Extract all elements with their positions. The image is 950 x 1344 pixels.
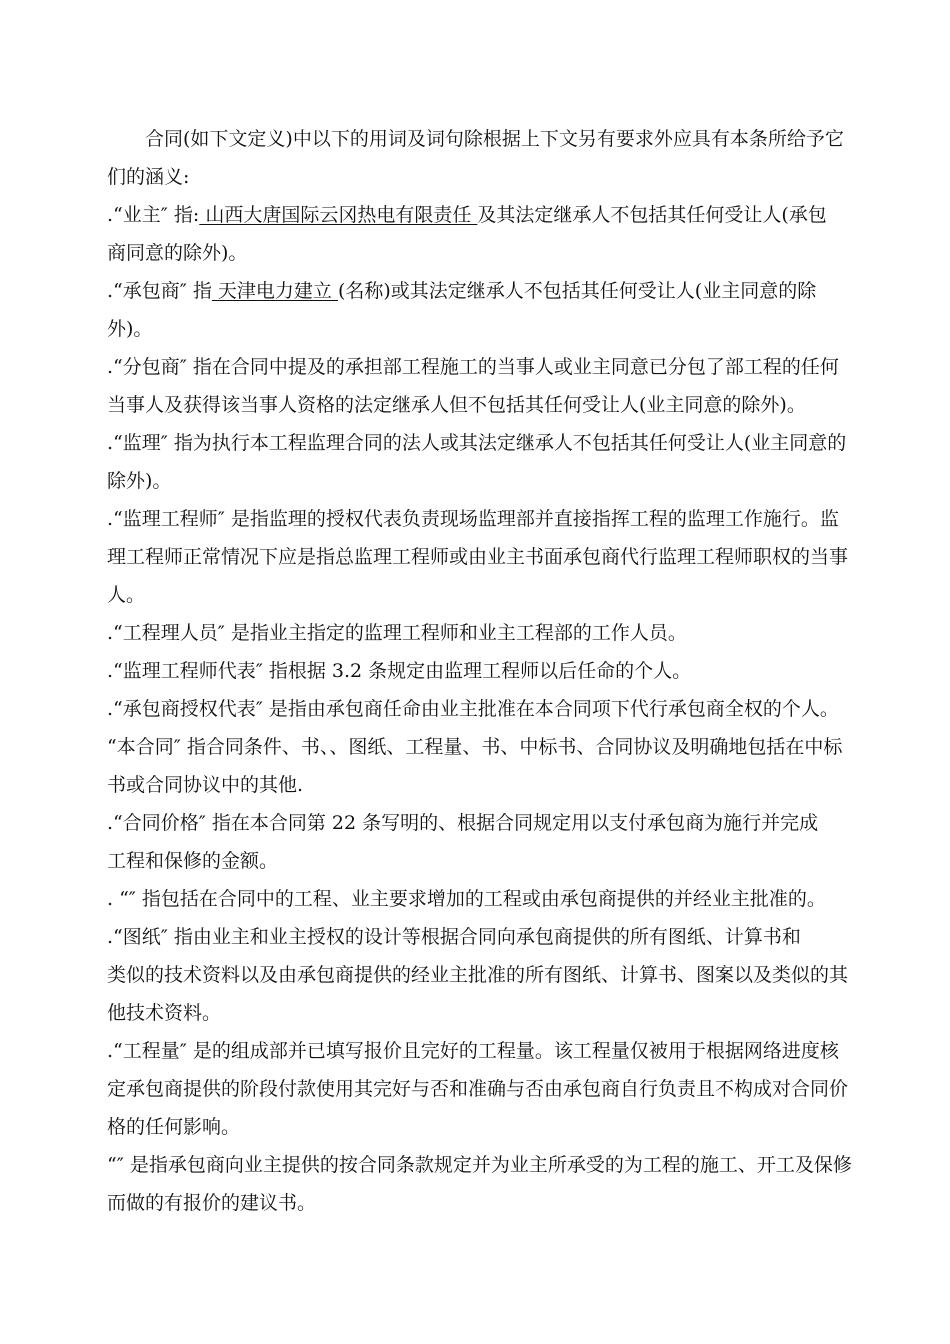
definition-drawings-line-3: 他技术资料。	[107, 1002, 222, 1024]
definition-bill-of-quantities-line-3: 格的任何影响。	[107, 1116, 241, 1138]
definition-contract-line-1: “本合同″ 指合同条件、书、、图纸、工程量、书、中标书、合同协议及明确地包括在中标	[107, 736, 843, 758]
contractor-suffix: (名称)或其法定继承人不包括其任何受让人(业主同意的除	[337, 280, 817, 302]
definition-supervisor-line-2: 除外)。	[107, 470, 172, 492]
definition-supervisor-line-1: .“监理″ 指为执行本工程监理合同的法人或其法定继承人不包括其任何受让人(业主同意的	[107, 432, 847, 454]
definition-contractor-representative: .“承包商授权代表″ 是指由承包商任命由业主批准在本合同项下代行承包商全权的个人。	[107, 698, 839, 720]
definition-subcontractor-line-1: .“分包商″ 指在合同中提及的承担部工程施工的当事人或业主同意已分包了部工程的任何	[107, 356, 839, 378]
definition-engineer-representative: .“监理工程师代表″ 指根据 3.2 条规定由监理工程师以后任命的个人。	[107, 660, 692, 682]
definition-supervising-engineer-line-2: 理工程师正常情况下应是指总监理工程师或由业主书面承包商代行监理工程师职权的当事	[107, 546, 849, 568]
definition-subcontractor-line-2: 当事人及获得该当事人资格的法定继承人但不包括其任何受让人(业主同意的除外)。	[107, 394, 806, 416]
owner-name-underlined: 山西大唐国际云冈热电有限责任	[199, 204, 478, 226]
definition-works: . “″ 指包括在合同中的工程、业主要求增加的工程或由承包商提供的并经业主批准的。	[107, 888, 826, 910]
definition-bill-of-quantities-line-2: 定承包商提供的阶段付款使用其完好与否和准确与否由承包商自行负责且不构成对合同价	[107, 1078, 849, 1100]
contractor-prefix: .“承包商″ 指	[107, 280, 212, 302]
definition-contract-line-2: 书或合同协议中的其他.	[107, 774, 304, 796]
definition-supervising-engineer-line-1: .“监理工程师″ 是指监理的授权代表负责现场监理部并直接指挥工程的监理工作施行。监	[107, 508, 839, 530]
definition-contract-price-line-1: .“合同价格″ 指在本合同第 22 条写明的、根据合同规定用以支付承包商为施行并完成	[107, 812, 819, 834]
text-span: 合同(如下文定义)中以下的用词及词句除根据上下文另有要求外应具有本条所给予它	[145, 128, 844, 150]
definition-tender-line-1: “″ 是指承包商向业主提供的按合同条款规定并为业主所承受的为工程的施工、开工及保修	[107, 1154, 852, 1176]
definition-contractor-line-2: 外)。	[107, 318, 153, 340]
contractor-name-underlined: 天津电力建立	[211, 280, 338, 302]
definition-owner-line-2: 商同意的除外)。	[107, 242, 248, 264]
owner-prefix: .“业主″ 指:	[107, 204, 200, 226]
definition-drawings-line-2: 类似的技术资料以及由承包商提供的经业主批准的所有图纸、计算书、图案以及类似的其	[107, 964, 849, 986]
definition-engineering-staff: .“工程理人员″ 是指业主指定的监理工程师和业主工程部的工作人员。	[107, 622, 687, 644]
definition-owner-line-1	[107, 203, 827, 227]
paragraph-intro-line-1	[107, 127, 844, 151]
definition-contract-price-line-2: 工程和保修的金额。	[107, 850, 279, 872]
definition-supervising-engineer-line-3: 人。	[107, 584, 146, 606]
definition-contractor-line-1	[107, 279, 816, 303]
definition-drawings-line-1: .“图纸″ 指由业主和业主授权的设计等根据合同向承包商提供的所有图纸、计算书和	[107, 926, 801, 948]
owner-suffix: 及其法定继承人不包括其任何受让人(承包	[477, 204, 827, 226]
definition-tender-line-2: 而做的有报价的建议书。	[107, 1192, 317, 1214]
definition-bill-of-quantities-line-1: .“工程量″ 是的组成部并已填写报价且完好的工程量。该工程量仅被用于根据网络进度核	[107, 1040, 839, 1062]
paragraph-intro-line-2: 们的涵义:	[107, 166, 190, 188]
